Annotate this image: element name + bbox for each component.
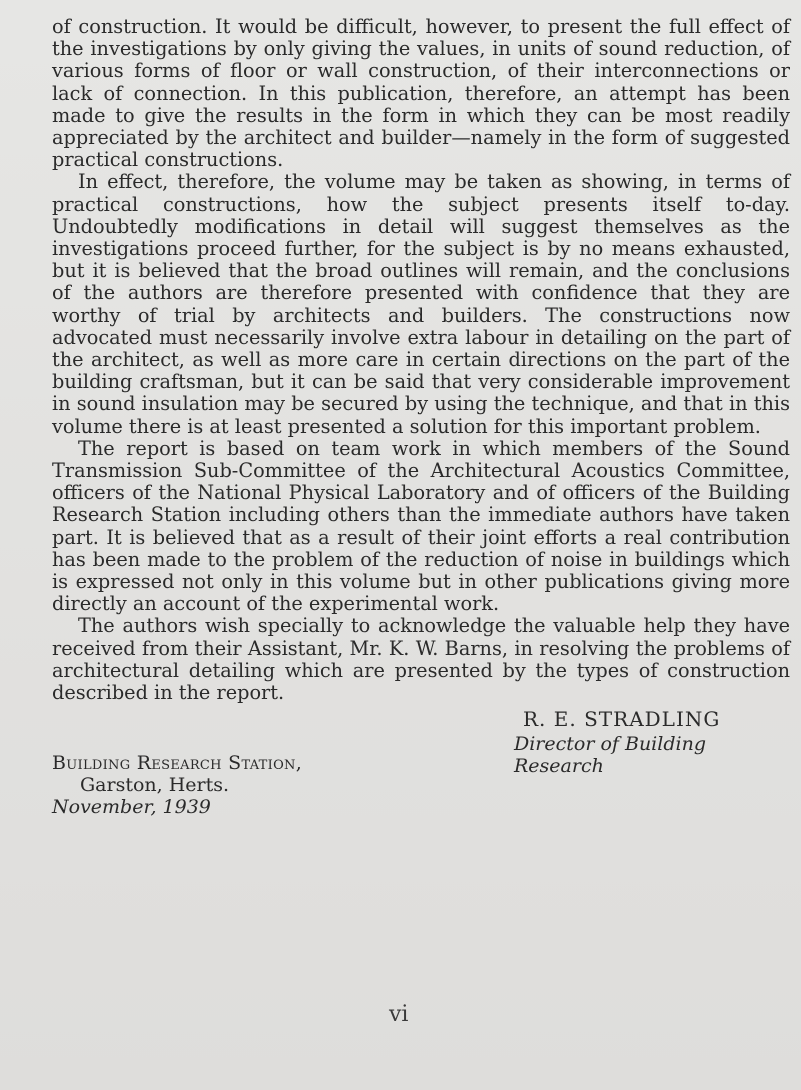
paragraph-1: of construction. It would be difficult, however, to present the full effect of the investigations by only giving the values, in units of sound reduction, of various forms of floor or wall construction, of their interconnections or lack of connection. In this publication, therefore, an attempt has been made to give the results in the form in which they can be most readily appreciated by the architect and builder—namely in the form of suggested practical constructions. (52, 15, 790, 172)
body-text (52, 16, 790, 704)
signatory-name: R. E. STRADLING (523, 707, 721, 731)
paragraph-4: The authors wish specially to acknowledge the valuable help they have received from their Assistant, Mr. K. W. Barns, in resolving the problems of architectural detailing which are presented by the types of construction described in the report. (52, 614, 790, 705)
address-block (52, 752, 302, 818)
page-number: vi (389, 1002, 409, 1027)
paragraph-3: The report is based on team work in which members of the Sound Transmission Sub-Committee of the Architectural Acoustics Committee, officers of the National Physical Laboratory and of officers of the Building Research Station including others than the immediate authors have taken part. It is believed that as a result of their joint efforts a real contribution has been made to the problem of the reduction of noise in buildings which is expressed not only in this volume but in other publications giving more directly an account of the experimental work. (52, 436, 790, 616)
signatory-title: Director of Building Research (514, 733, 706, 777)
institution-name: Building Research Station, (52, 752, 303, 774)
paragraph-2: In effect, therefore, the volume may be taken as showing, in terms of practical constructions, how the subject presents itself to-day. Undoubtedly modifications in detail will suggest themselves as the investigations proceed further, for the subject is by no means exhausted, but it is believed that the broad outlines will remain, and the conclusions of the authors are therefore presented with confidence that they are worthy of trial by architects and builders. The constructions now advocated must necessarily involve extra labour in detailing on the part of the architect, as well as more care in certain directions on the part of the building craftsman, but it can be said that very considerable improvement in sound insulation may be secured by using the technique, and that in this volume there is at least presented a solution for this important problem. (52, 170, 790, 438)
institution-place: Garston, Herts. (80, 774, 230, 796)
letter-date: November, 1939 (52, 796, 211, 818)
